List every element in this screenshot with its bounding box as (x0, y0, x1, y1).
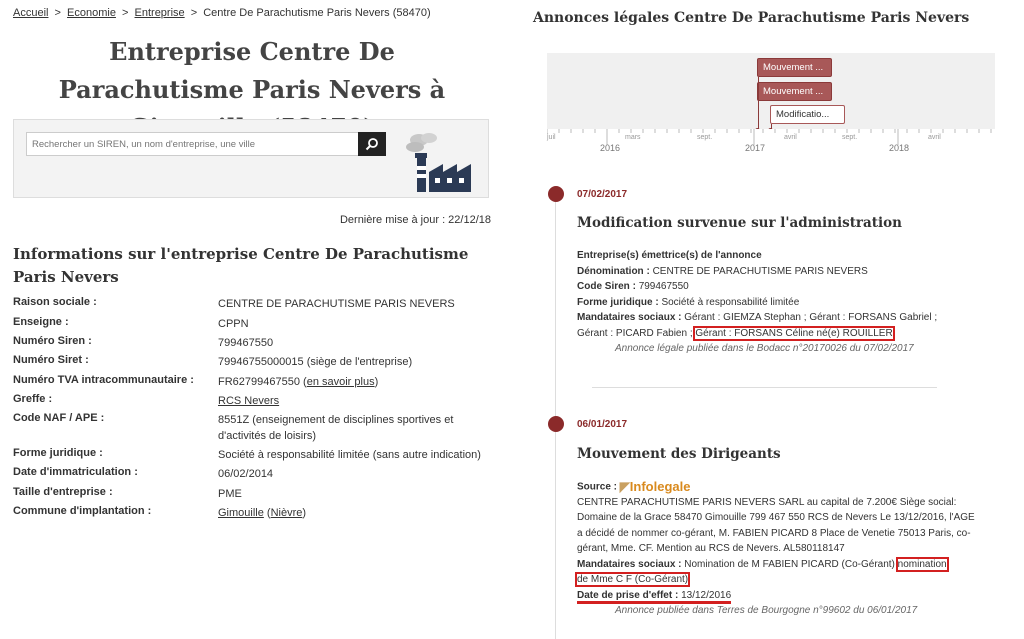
entry-body (577, 248, 977, 357)
info-value: 8551Z (enseignement de disciplines sportives et d'activités de loisirs) (218, 414, 454, 442)
mandataires-value: Gérant : PICARD Fabien ; (577, 327, 693, 339)
mandataires-value: Nomination de M FABIEN PICARD (Co-Gérant) (684, 558, 895, 570)
mandataires-label: Mandataires sociaux : (577, 558, 682, 570)
annonces-title: Annonces légales Centre De Parachutisme Paris Nevers (533, 10, 970, 26)
entry-title: Modification survenue sur l'administration (577, 215, 902, 231)
info-label: Raison sociale : (13, 296, 97, 308)
info-label: Numéro Siren : (13, 335, 92, 347)
info-label: Numéro Siret : (13, 354, 89, 366)
info-value: 06/02/2014 (218, 468, 274, 480)
entry-body (577, 479, 977, 619)
annonce-text: CENTRE PARACHUTISME PARIS NEVERS SARL au capital de 7.200€ Siège social: Domaine de la Grace 58470 Gimouille 799 467 550 RCS de Nevers Le 13/12/2016, l'AGE a décidé de nommer co-gérant, M. FABIEN PICARD 8 Place de Venetie 75013 Paris, co-gérant, Mme. CF. Mention au RCS de Nevers. AL580118147 (577, 496, 975, 555)
breadcrumb-home-link[interactable]: Accueil (13, 7, 49, 19)
highlighted-nomination-detail: de Mme C F (Co-Gérant) (577, 574, 689, 586)
info-value: Société à responsabilité limitée (sans autre indication) (218, 449, 481, 461)
timeline-event[interactable]: Mouvement ... (757, 82, 832, 101)
emettrice-label: Entreprise(s) émettrice(s) de l'annonce (577, 250, 762, 261)
timeline-month: sept. (697, 134, 713, 141)
timeline-event-stem (758, 77, 759, 131)
forme-value: Société à responsabilité limitée (661, 296, 800, 308)
highlighted-nomination: nomination (897, 558, 947, 570)
greffe-link[interactable]: RCS Nevers (218, 395, 280, 407)
info-label: Greffe : (13, 393, 53, 405)
info-value: 79946755000015 (siège de l'entreprise) (218, 356, 413, 368)
entry-date: 06/01/2017 (577, 419, 628, 430)
entry-marker (548, 416, 564, 432)
breadcrumb-entreprise-link[interactable]: Entreprise (134, 7, 185, 19)
search-panel (13, 119, 489, 198)
info-value: CENTRE DE PARACHUTISME PARIS NEVERS (218, 298, 455, 310)
logo-text: Infolegale (629, 479, 691, 494)
tva-number: FR62799467550 (218, 376, 300, 388)
timeline-widget[interactable] (547, 53, 995, 157)
entry-date: 07/02/2017 (577, 189, 628, 200)
timeline-month: juil (547, 134, 556, 141)
denomination-label: Dénomination : (577, 265, 650, 277)
date-effet (577, 590, 731, 604)
search-button[interactable] (358, 132, 386, 156)
info-label: Date d'immatriculation : (13, 466, 138, 478)
breadcrumb-separator: > (122, 7, 129, 19)
date-effet-label: Date de prise d'effet : (577, 589, 679, 601)
breadcrumb-economie-link[interactable]: Economie (67, 7, 116, 19)
mandataires-label: Mandataires sociaux : (577, 312, 682, 323)
timeline-event[interactable]: Mouvement ... (757, 58, 832, 77)
timeline-month: avril (784, 134, 797, 141)
denomination-value: CENTRE DE PARACHUTISME PARIS NEVERS (652, 265, 868, 277)
info-value: PME (218, 488, 242, 500)
info-label: Numéro TVA intracommunautaire : (13, 374, 194, 386)
search-icon (365, 137, 379, 151)
siren-label: Code Siren : (577, 281, 636, 292)
timeline-month: sept. (842, 134, 858, 141)
timeline-year: 2017 (745, 143, 766, 153)
breadcrumb-separator: > (190, 7, 198, 19)
source-label: Source : (577, 481, 618, 493)
breadcrumb-separator: > (54, 7, 61, 19)
departement-link[interactable]: Nièvre (270, 507, 303, 519)
tva-info-link[interactable]: en savoir plus (306, 376, 375, 388)
timeline-month: avril (928, 134, 941, 141)
timeline-year: 2018 (889, 143, 910, 153)
entry-separator (592, 387, 937, 388)
last-update: Dernière mise à jour : 22/12/18 (339, 214, 491, 226)
siren-value: 799467550 (638, 281, 689, 292)
info-label: Code NAF / APE : (13, 412, 105, 424)
info-section-title: Informations sur l'entreprise Centre De Parachutisme Paris Nevers (13, 245, 469, 286)
publication-note: Annonce légale publiée dans le Bodacc n°20170026 du 07/02/2017 (615, 343, 914, 354)
timeline-month: mars (625, 134, 641, 141)
timeline-vertical-line (555, 190, 556, 639)
info-label: Commune d'implantation : (13, 505, 152, 517)
info-label: Forme juridique : (13, 447, 103, 459)
commune-link[interactable]: Gimouille (218, 507, 264, 519)
publication-note: Annonce publiée dans Terres de Bourgogne n°99602 du 06/01/2017 (615, 605, 918, 617)
entry-marker (548, 186, 564, 202)
info-value-commune: Gimouille (Nièvre) (218, 507, 307, 519)
timeline-event[interactable]: Modificatio... (770, 105, 845, 124)
breadcrumb-current: Centre De Parachutisme Paris Nevers (58470) (203, 7, 431, 19)
info-value: 799467550 (218, 337, 274, 349)
date-effet-value: 13/12/2016 (681, 589, 732, 601)
logo-mark-icon: ◤ (619, 479, 630, 494)
infolegale-logo (620, 479, 691, 495)
forme-label: Forme juridique : (577, 296, 659, 308)
info-value: CPPN (218, 318, 249, 330)
breadcrumb (13, 7, 431, 19)
info-label: Taille d'entreprise : (13, 486, 113, 498)
factory-icon (399, 132, 481, 192)
info-value-tva: FR62799467550 (en savoir plus) (218, 376, 379, 388)
search-input[interactable] (26, 132, 359, 156)
info-label: Enseigne : (13, 316, 69, 328)
mandataires-value: Gérant : GIEMZA Stephan ; Gérant : FORSANS Gabriel ; (684, 312, 938, 323)
entry-title: Mouvement des Dirigeants (577, 446, 781, 462)
timeline-year: 2016 (600, 143, 621, 153)
page-title: Entreprise Centre De Parachutisme Paris Nevers à (58, 37, 446, 104)
highlighted-mandataire: Gérant : FORSANS Céline né(e) ROUILLER (695, 327, 893, 339)
